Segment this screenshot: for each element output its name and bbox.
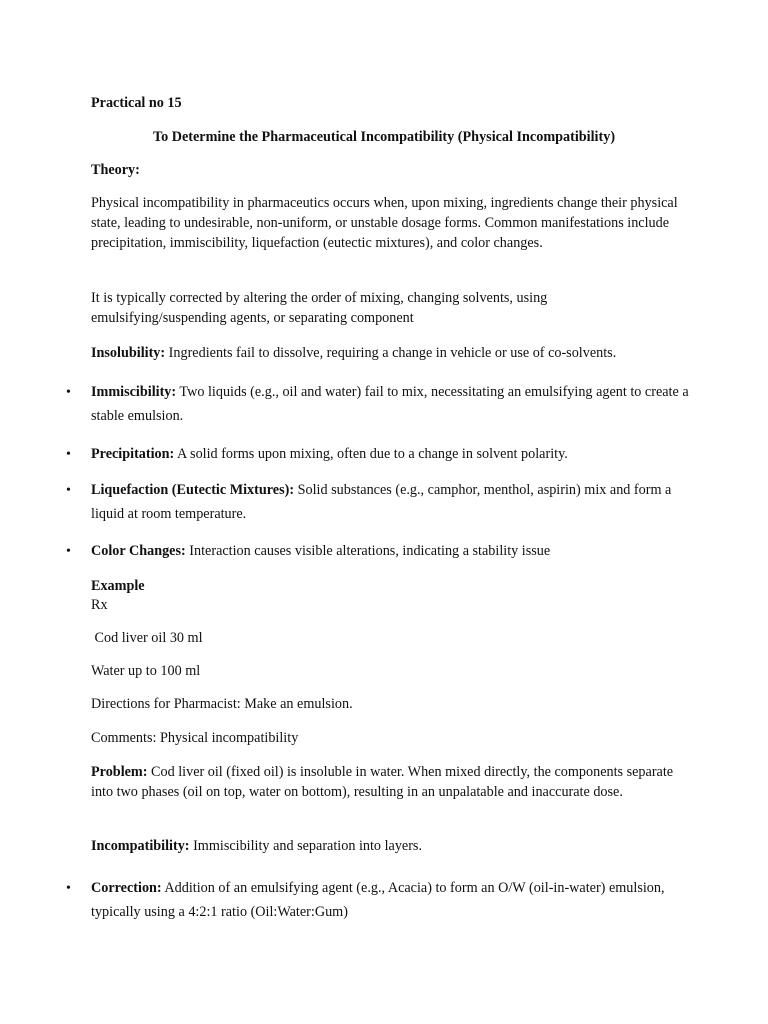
ingredient-line: Cod liver oil 30 ml xyxy=(91,630,203,646)
problem-text: Cod liver oil (fixed oil) is insoluble in water. When mixed directly, the components separate into two phases (oil on top, water on bottom), resulting in an unpalatable and inaccurate dose. xyxy=(91,764,674,800)
incompatibility-text: Immiscibility and separation into layers. xyxy=(189,838,422,854)
ingredient-line: Water up to 100 ml xyxy=(91,663,201,679)
insolubility-label: Insolubility: xyxy=(91,345,166,361)
incompatibility-label: Incompatibility: xyxy=(91,838,190,854)
bullet-icon: • xyxy=(66,544,71,559)
example-heading: Example xyxy=(91,578,145,594)
list-item-text: Solid substances (e.g., camphor, menthol, aspirin) mix and form a liquid at room temperature. xyxy=(91,482,672,522)
insolubility-text: Ingredients fail to dissolve, requiring a change in vehicle or use of co-solvents. xyxy=(165,345,617,361)
problem-paragraph xyxy=(91,762,681,802)
comments-line: Comments: Physical incompatibility xyxy=(91,730,299,746)
correction-text: Addition of an emulsifying agent (e.g., Acacia) to form an O/W (oil-in-water) emulsion, typically using a 4:2:1 ratio (Oil:Water:Gum) xyxy=(91,880,665,920)
list-item-text: A solid forms upon mixing, often due to a change in solvent polarity. xyxy=(174,446,568,462)
bullet-icon: • xyxy=(66,447,71,462)
theory-heading: Theory: xyxy=(91,162,140,178)
list-item-label: Color Changes: xyxy=(91,543,186,559)
rx-label: Rx xyxy=(91,597,108,613)
bullet-icon: • xyxy=(66,385,71,400)
list-item xyxy=(91,442,691,466)
insolubility-line xyxy=(91,343,691,363)
list-item-text: Interaction causes visible alterations, indicating a stability issue xyxy=(185,543,551,559)
list-item-text: Two liquids (e.g., oil and water) fail to mix, necessitating an emulsifying agent to create a stable emulsion. xyxy=(91,384,689,424)
list-item-label: Liquefaction (Eutectic Mixtures): xyxy=(91,482,295,498)
practical-number: Practical no 15 xyxy=(91,95,182,111)
theory-paragraph: Physical incompatibility in pharmaceutics occurs when, upon mixing, ingredients change their physical state, leading to undesirable, non-uniform, or unstable dosage forms. Common manifestations include precipitation, immiscibility, liquefaction (eutectic mixtures), and color changes. xyxy=(91,195,678,251)
bullet-icon: • xyxy=(66,483,71,498)
bullet-icon: • xyxy=(66,881,71,896)
incompatibility-line xyxy=(91,836,691,856)
correction-label: Correction: xyxy=(91,880,162,896)
list-item-label: Precipitation: xyxy=(91,446,175,462)
list-item-label: Immiscibility: xyxy=(91,384,177,400)
theory-paragraph: It is typically corrected by altering the order of mixing, changing solvents, using emulsifying/suspending agents, or separating component xyxy=(91,290,548,326)
list-item xyxy=(91,478,681,526)
document-title: To Determine the Pharmaceutical Incompatibility (Physical Incompatibility) xyxy=(152,129,616,145)
list-item xyxy=(91,539,691,563)
list-item xyxy=(91,380,691,428)
directions-line: Directions for Pharmacist: Make an emulsion. xyxy=(91,696,353,712)
problem-label: Problem: xyxy=(91,764,148,780)
correction-item xyxy=(91,876,671,924)
